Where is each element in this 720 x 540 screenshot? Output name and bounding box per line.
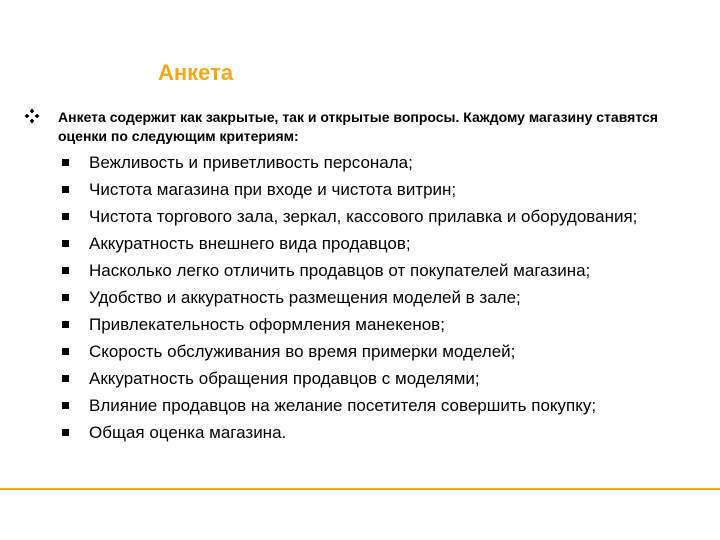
diamond-bullet-icon [24,108,40,124]
square-bullet-icon [62,375,69,382]
square-bullet-icon [62,429,69,436]
criteria-item-text: Чистота торгового зала, зеркал, кассового прилавка и оборудования; [89,207,638,226]
square-bullet-icon [62,267,69,274]
square-bullet-icon [62,321,69,328]
criteria-item-text: Скорость обслуживания во время примерки моделей; [89,342,516,361]
square-bullet-icon [62,213,69,220]
criteria-list [62,152,702,449]
bottom-divider [0,488,720,490]
criteria-item-text: Привлекательность оформления манекенов; [89,315,445,334]
square-bullet-icon [62,186,69,193]
criteria-item [62,395,702,416]
criteria-item-text: Аккуратность внешнего вида продавцов; [89,234,411,253]
criteria-item [62,260,702,281]
bottom-divider-line [0,488,720,490]
criteria-item-text: Влияние продавцов на желание посетителя совершить покупку; [89,396,597,415]
criteria-item-text: Аккуратность обращения продавцов с моделями; [89,369,480,388]
criteria-item-text: Общая оценка магазина. [89,423,287,442]
criteria-item [62,368,702,389]
criteria-item [62,233,702,254]
criteria-item [62,287,702,308]
intro-text: Анкета содержит как закрытые, так и открытые вопросы. Каждому магазину ставятся оценки по следующим критериям: [58,109,658,144]
criteria-item [62,152,702,173]
criteria-item-text: Насколько легко отличить продавцов от покупателей магазина; [89,261,591,280]
square-bullet-icon [62,159,69,166]
criteria-item [62,179,702,200]
criteria-item [62,422,702,443]
square-bullet-icon [62,240,69,247]
square-bullet-icon [62,348,69,355]
criteria-item [62,341,702,362]
criteria-item-text: Вежливость и приветливость персонала; [89,153,413,172]
square-bullet-icon [62,402,69,409]
slide-title: Анкета [158,60,234,85]
criteria-item-text: Чистота магазина при входе и чистота витрин; [89,180,457,199]
criteria-item-text: Удобство и аккуратность размещения моделей в зале; [89,288,521,307]
intro-paragraph [24,108,684,146]
criteria-item [62,206,702,227]
square-bullet-icon [62,294,69,301]
criteria-item [62,314,702,335]
